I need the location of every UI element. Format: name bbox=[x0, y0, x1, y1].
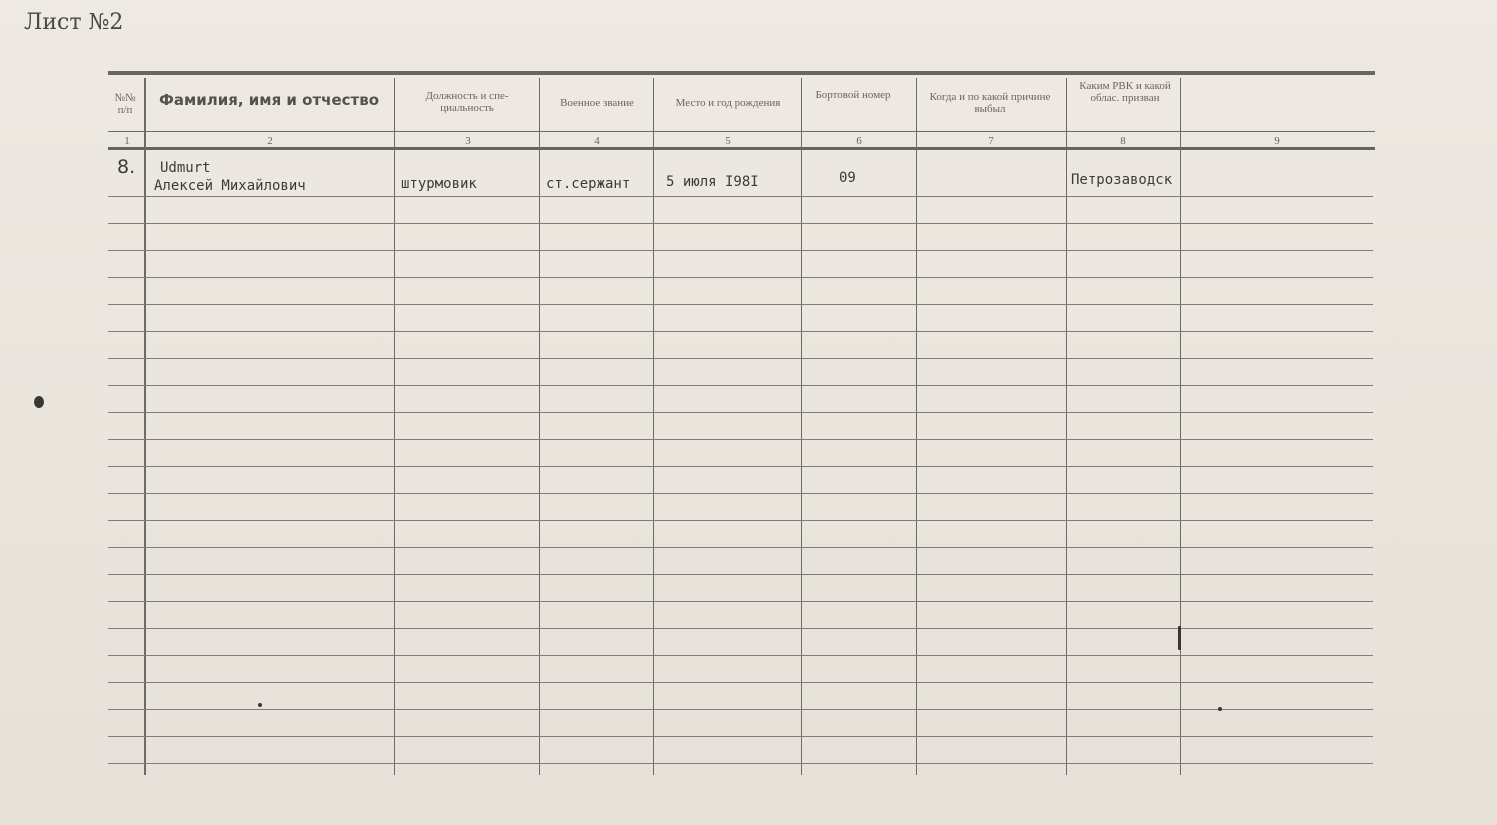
board-number-cell: 09 bbox=[839, 170, 856, 186]
header-col-5: Место и год рождения bbox=[675, 97, 781, 109]
column-rule bbox=[801, 78, 802, 775]
scan-speck bbox=[34, 396, 44, 408]
column-rule bbox=[916, 78, 917, 775]
header-col-3: Должность и спе-циальность bbox=[425, 90, 509, 114]
col-number-7: 7 bbox=[988, 135, 994, 147]
scan-speck bbox=[258, 703, 262, 707]
col-number-2: 2 bbox=[267, 135, 273, 147]
ruled-line bbox=[108, 736, 1373, 737]
header-col-8: Каким РВК и какой облас. призван bbox=[1079, 80, 1171, 104]
col-number-1: 1 bbox=[124, 135, 130, 147]
col-number-5: 5 bbox=[725, 135, 731, 147]
header-col-2: Фамилия, имя и отчество bbox=[158, 91, 380, 109]
column-rule bbox=[144, 78, 146, 775]
col-number-4: 4 bbox=[594, 135, 600, 147]
ruled-line bbox=[108, 709, 1373, 710]
ruled-line bbox=[108, 547, 1373, 548]
ruled-line bbox=[108, 574, 1373, 575]
ruled-line bbox=[108, 493, 1373, 494]
ruled-line bbox=[108, 223, 1373, 224]
ruled-line bbox=[108, 655, 1373, 656]
ruled-line bbox=[108, 196, 1373, 197]
col-number-6: 6 bbox=[856, 135, 862, 147]
header-col-4: Военное звание bbox=[560, 97, 634, 109]
column-rule bbox=[539, 78, 540, 775]
column-rule bbox=[1180, 78, 1181, 775]
sheet-title: Лист №2 bbox=[24, 10, 124, 35]
ruled-line bbox=[108, 358, 1373, 359]
header-col-7: Когда и по какой причине выбыл bbox=[929, 91, 1051, 115]
ruled-line bbox=[108, 385, 1373, 386]
column-rule bbox=[653, 78, 654, 775]
name-cell: Алексей Михайлович bbox=[154, 178, 306, 194]
ruled-line bbox=[108, 439, 1373, 440]
top-border-rule bbox=[108, 71, 1375, 75]
ruled-line bbox=[108, 601, 1373, 602]
ruled-line bbox=[108, 466, 1373, 467]
col-number-8: 8 bbox=[1120, 135, 1126, 147]
header-col-6: Бортовой номер bbox=[815, 89, 891, 101]
row-number: 8. bbox=[117, 156, 136, 178]
birth-cell: 5 июля I98I bbox=[666, 174, 759, 190]
scan-speck bbox=[1218, 707, 1222, 711]
ruled-line bbox=[108, 763, 1373, 764]
ruled-line bbox=[108, 682, 1373, 683]
header-rule bbox=[108, 131, 1375, 132]
col-number-3: 3 bbox=[465, 135, 471, 147]
ruled-line bbox=[108, 304, 1373, 305]
header-col-1: №№ п/п bbox=[114, 92, 136, 116]
rank-cell: ст.сержант bbox=[546, 176, 631, 192]
ruled-line bbox=[108, 520, 1373, 521]
conscripted-cell: Петрозаводск bbox=[1071, 172, 1173, 188]
ruled-line bbox=[108, 250, 1373, 251]
scan-speck bbox=[1178, 626, 1181, 650]
column-rule bbox=[394, 78, 395, 775]
ruled-line bbox=[108, 277, 1373, 278]
column-rule bbox=[1066, 78, 1067, 775]
ruled-line bbox=[108, 628, 1373, 629]
col-number-9: 9 bbox=[1274, 135, 1280, 147]
number-row-rule bbox=[108, 147, 1375, 150]
surname-cell: Udmurt bbox=[160, 160, 211, 176]
ruled-line bbox=[108, 331, 1373, 332]
position-cell: штурмовик bbox=[401, 176, 477, 192]
ruled-line bbox=[108, 412, 1373, 413]
